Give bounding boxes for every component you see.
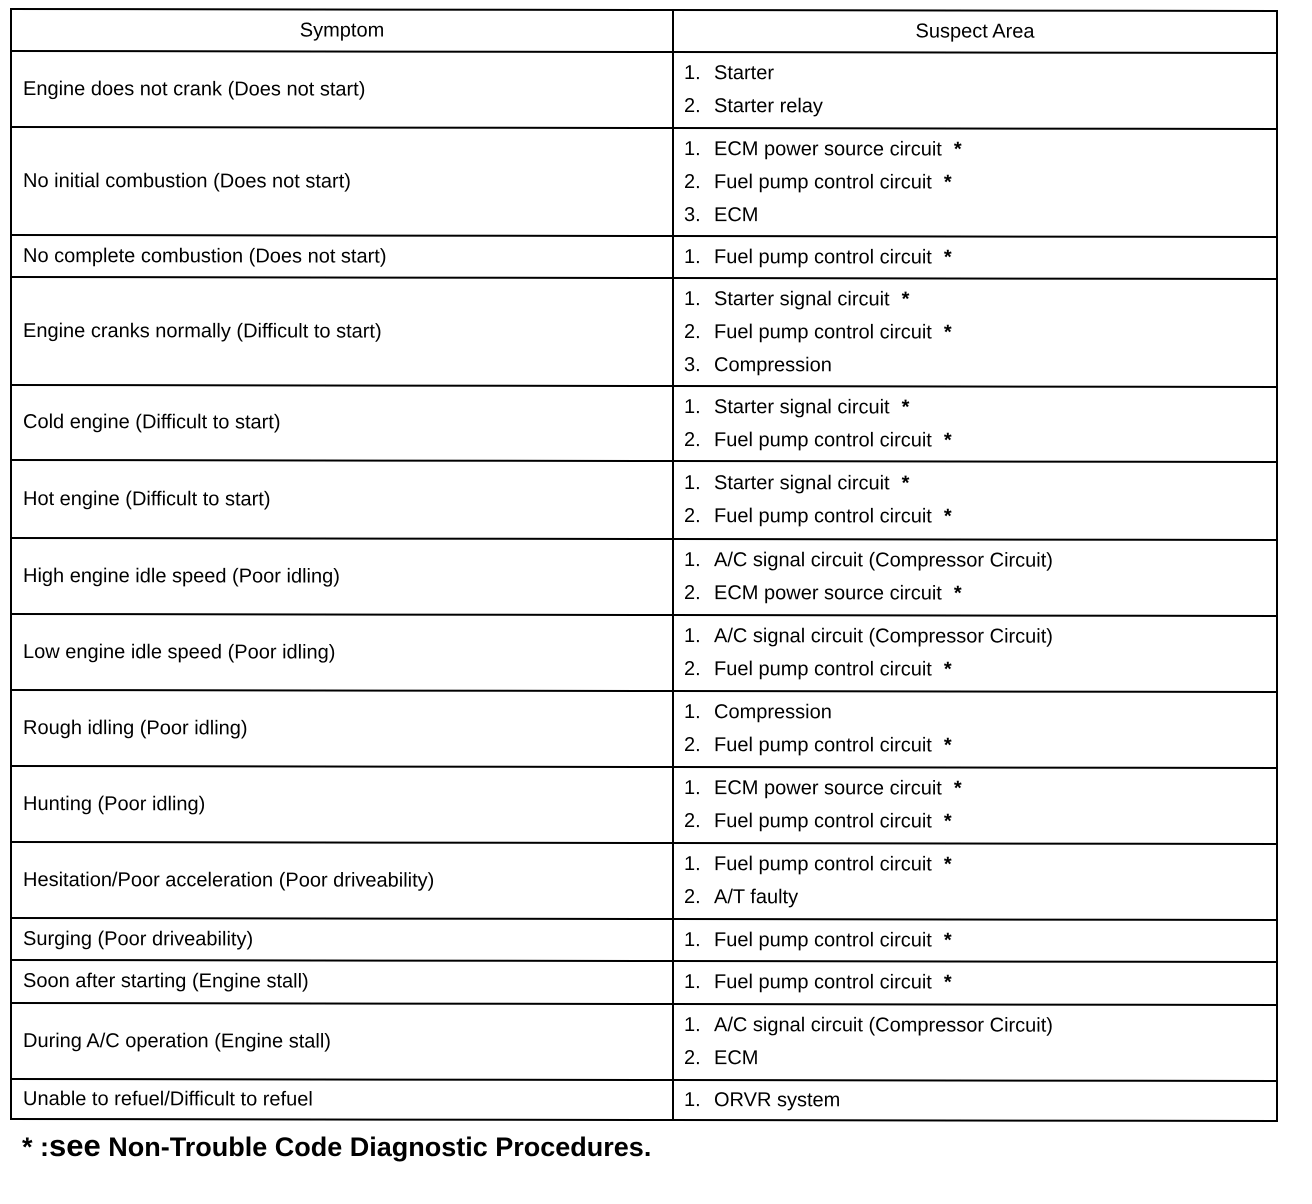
table-row [11,385,1277,462]
table-row [11,51,1277,129]
item-number: 1. [684,853,701,876]
table-row [11,614,1277,692]
asterisk-reference-mark: * [943,320,952,343]
item-text: Compression [714,701,832,724]
suspect-area-list [684,283,1266,383]
suspect-area-list [684,1009,1266,1076]
suspect-area-item [684,772,1266,806]
suspect-area-cell [673,539,1277,616]
symptom-column-header: Symptom [11,9,673,52]
suspect-area-item [684,199,1266,233]
asterisk-reference-mark: * [943,170,952,193]
table-row [11,1079,1277,1121]
item-text: Fuel pump control circuit [714,810,932,833]
table-header-row [11,9,1277,53]
item-text: A/T faulty [714,886,799,909]
suspect-area-column-header: Suspect Area [673,10,1277,53]
symptom-cell: Low engine idle speed (Poor idling) [11,614,673,691]
suspect-area-list [684,924,1266,958]
item-text: Fuel pump control circuit [714,170,932,193]
item-number: 2. [684,505,701,528]
item-text: A/C signal circuit (Compressor Circuit) [714,625,1053,648]
item-text: A/C signal circuit (Compressor Circuit) [714,1014,1053,1037]
suspect-area-cell [673,278,1277,387]
suspect-area-item [684,881,1266,915]
item-text: Fuel pump control circuit [714,428,932,451]
item-text: A/C signal circuit (Compressor Circuit) [714,549,1053,572]
footnote-asterisk-mark: * : [22,1132,49,1162]
item-number: 1. [684,625,701,648]
suspect-area-cell [673,1004,1277,1081]
suspect-area-cell [673,1080,1277,1121]
suspect-area-list [684,1084,1266,1118]
item-number: 1. [684,1014,701,1037]
item-text: Fuel pump control circuit [714,971,932,994]
item-number: 1. [684,137,701,160]
suspect-area-item [684,696,1266,730]
asterisk-reference-mark: * [943,853,952,876]
suspect-area-item [684,283,1266,317]
item-text: ECM [714,203,759,226]
symptom-cell: Engine cranks normally (Difficult to start) [11,277,673,386]
suspect-area-cell [673,919,1277,962]
suspect-area-list [684,772,1266,839]
suspect-area-item [684,1009,1266,1043]
symptom-cell: Rough idling (Poor idling) [11,690,673,767]
table-row [11,277,1277,387]
suspect-area-item [684,966,1266,1000]
suspect-area-cell [673,961,1277,1005]
asterisk-reference-mark: * [901,287,910,310]
suspect-area-list [684,241,1266,275]
asterisk-reference-mark: * [943,428,952,451]
symptom-cell: Soon after starting (Engine stall) [11,960,673,1004]
suspect-area-cell [673,52,1277,129]
item-number: 1. [684,701,701,724]
item-number: 1. [684,549,701,572]
symptom-cell: During A/C operation (Engine stall) [11,1003,673,1080]
suspect-area-item [684,241,1266,275]
item-number: 3. [684,353,701,376]
symptom-cell: Unable to refuel/Difficult to refuel [11,1079,673,1120]
symptom-cell: Hesitation/Poor acceleration (Poor driveability) [11,842,673,919]
asterisk-reference-mark: * [901,395,910,418]
table-row [11,842,1277,920]
asterisk-reference-mark: * [953,137,962,160]
suspect-area-item [684,166,1266,200]
item-number: 2. [684,320,701,343]
table-body [11,51,1277,1121]
asterisk-reference-mark: * [943,505,952,528]
suspect-area-item [684,848,1266,882]
asterisk-reference-mark: * [943,658,952,681]
item-number: 1. [684,245,701,268]
item-text: Starter signal circuit [714,287,890,310]
item-text: Fuel pump control circuit [714,658,932,681]
item-number: 3. [684,203,701,226]
item-text: ECM [714,1047,759,1070]
suspect-area-item [684,316,1266,350]
item-number: 2. [684,582,701,605]
item-text: Fuel pump control circuit [714,928,932,951]
suspect-area-cell [673,691,1277,768]
suspect-area-item [684,653,1266,687]
item-text: ECM power source circuit [714,137,942,160]
asterisk-reference-mark: * [943,928,952,951]
suspect-area-list [684,57,1266,124]
suspect-area-list [684,544,1266,611]
asterisk-reference-mark: * [943,971,952,994]
table-row [11,918,1277,962]
item-number: 1. [684,777,701,800]
asterisk-reference-mark: * [943,734,952,757]
table-row [11,690,1277,768]
suspect-area-list [684,620,1266,687]
suspect-area-cell [673,386,1277,462]
asterisk-reference-mark: * [943,245,952,268]
item-number: 2. [684,1047,701,1070]
item-text: ECM power source circuit [714,777,942,800]
table-row [11,127,1277,237]
symptom-cell: Surging (Poor driveability) [11,918,673,961]
suspect-area-cell [673,128,1277,237]
item-number: 1. [684,472,701,495]
suspect-area-list [684,133,1266,233]
suspect-area-list [684,966,1266,1000]
item-number: 1. [684,1088,701,1111]
footnote-text: Non-Trouble Code Diagnostic Procedures. [108,1132,652,1162]
suspect-area-cell [673,615,1277,692]
item-text: Starter signal circuit [714,395,890,418]
item-text: ORVR system [714,1088,841,1111]
suspect-area-cell [673,461,1277,540]
table-row [11,235,1277,279]
item-number: 2. [684,734,701,757]
item-number: 2. [684,428,701,451]
symptom-cell: Cold engine (Difficult to start) [11,385,673,461]
asterisk-reference-mark: * [901,472,910,495]
suspect-area-item [684,349,1266,383]
suspect-area-list [684,848,1266,915]
suspect-area-cell [673,767,1277,844]
table-row [11,538,1277,616]
suspect-area-list [684,467,1266,534]
suspect-area-item [684,133,1266,167]
item-text: Starter [714,62,775,85]
item-text: Compression [714,353,832,376]
suspect-area-item [684,544,1266,578]
item-text: Fuel pump control circuit [714,320,932,343]
item-number: 1. [684,395,701,418]
symptom-cell: No complete combustion (Does not start) [11,235,673,278]
suspect-area-list [684,696,1266,763]
item-number: 1. [684,287,701,310]
suspect-area-item [684,805,1266,839]
item-number: 2. [684,810,701,833]
item-text: Fuel pump control circuit [714,853,932,876]
item-number: 2. [684,170,701,193]
suspect-area-item [684,924,1266,958]
asterisk-reference-mark: * [943,810,952,833]
item-number: 2. [684,886,701,909]
suspect-area-item [684,1042,1266,1076]
symptom-cell: Engine does not crank (Does not start) [11,51,673,128]
item-text: Fuel pump control circuit [714,734,932,757]
symptom-table [10,8,1278,1122]
symptom-cell: No initial combustion (Does not start) [11,127,673,236]
item-text: Starter relay [714,95,823,118]
item-number: 1. [684,928,701,951]
table-row [11,960,1277,1005]
item-number: 2. [684,95,701,118]
suspect-area-cell [673,843,1277,920]
symptom-cell: Hot engine (Difficult to start) [11,460,673,539]
item-number: 1. [684,971,701,994]
suspect-area-item [684,1084,1266,1118]
suspect-area-item [684,424,1266,458]
suspect-area-item [684,90,1266,124]
table-row [11,766,1277,844]
table-row [11,460,1277,540]
symptom-cell: Hunting (Poor idling) [11,766,673,843]
suspect-area-item [684,391,1266,425]
asterisk-reference-mark: * [953,582,962,605]
diagnostic-table-container [10,8,1276,1120]
item-text: Fuel pump control circuit [714,505,932,528]
item-text: Starter signal circuit [714,472,890,495]
footnote [22,1128,651,1164]
item-text: Fuel pump control circuit [714,245,932,268]
item-number: 1. [684,62,701,85]
suspect-area-item [684,500,1266,534]
suspect-area-list [684,391,1266,458]
suspect-area-cell [673,236,1277,279]
suspect-area-item [684,620,1266,654]
suspect-area-item [684,467,1266,501]
suspect-area-item [684,57,1266,91]
suspect-area-item [684,729,1266,763]
item-text: ECM power source circuit [714,582,942,605]
item-number: 2. [684,658,701,681]
asterisk-reference-mark: * [953,777,962,800]
suspect-area-item [684,577,1266,611]
symptom-cell: High engine idle speed (Poor idling) [11,538,673,615]
footnote-see-word: see [49,1128,101,1163]
table-row [11,1003,1277,1081]
